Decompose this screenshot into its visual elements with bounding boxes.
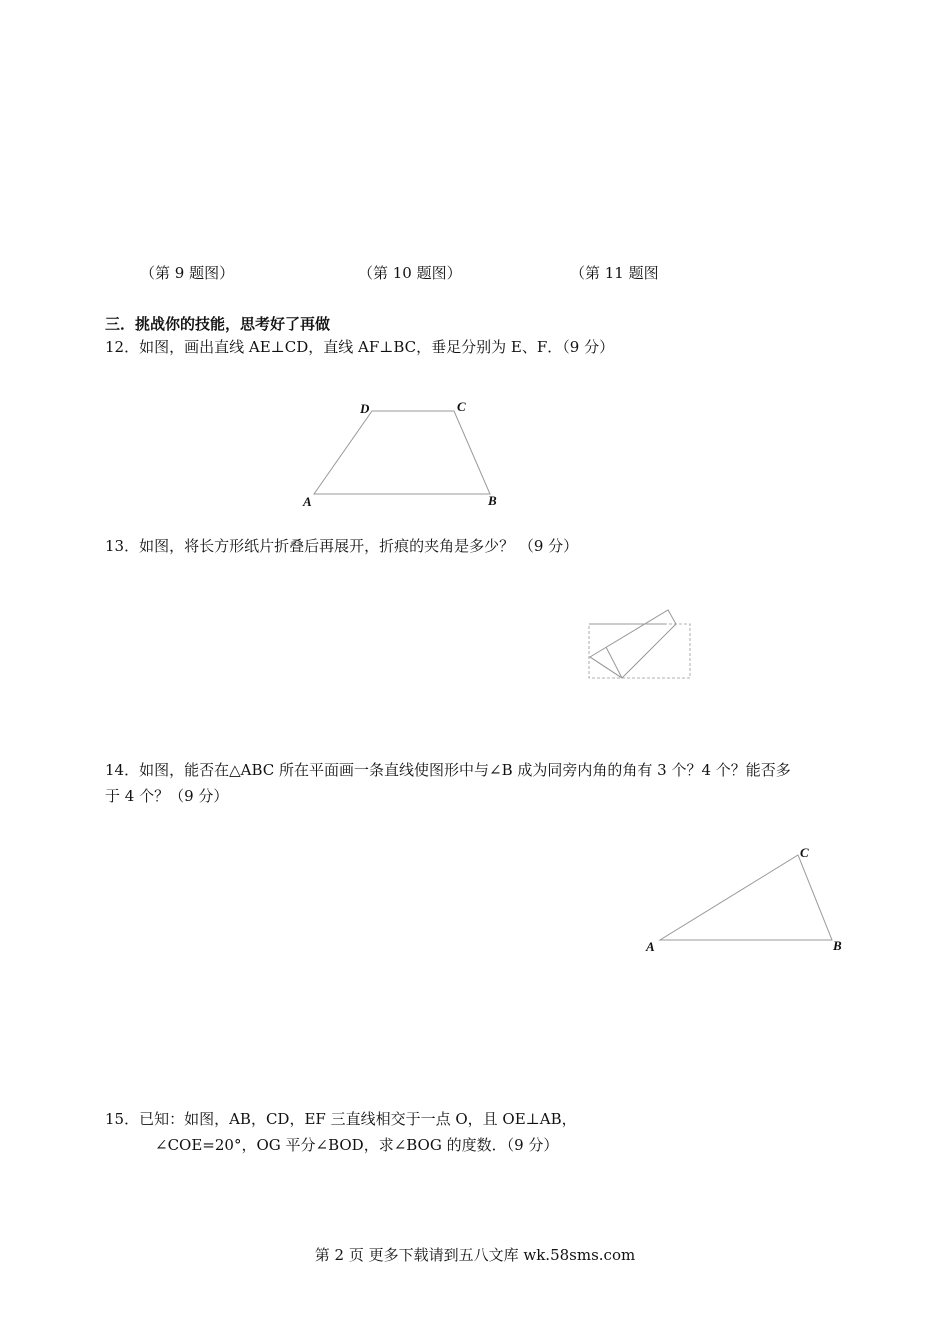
label-a: A [646, 939, 655, 954]
q13-folded-paper-figure [586, 605, 696, 685]
caption-fig-9: （第 9 题图） [140, 264, 235, 282]
question-14-line-2: 于 4 个？（9 分） [105, 787, 229, 805]
page-footer: 第 2 页 更多下载请到五八文库 wk.58sms.com [314, 1246, 636, 1264]
question-15-line-1: 15．已知：如图，AB，CD，EF 三直线相交于一点 O，且 OE⊥AB， [105, 1110, 577, 1128]
label-c: C [457, 399, 466, 414]
folded-flap [590, 610, 676, 678]
question-12-text: 12．如图，画出直线 AE⊥CD，直线 AF⊥BC，垂足分别为 E、F．（9 分） [105, 338, 615, 356]
label-b: B [833, 938, 842, 953]
fold-crease-2 [590, 657, 622, 678]
caption-fig-11: （第 11 题图 [570, 264, 659, 282]
section-3-title: 三．挑战你的技能，思考好了再做 [105, 315, 331, 333]
label-c: C [800, 845, 809, 860]
q12-trapezoid-figure [290, 395, 510, 515]
label-a: A [303, 494, 312, 509]
label-d: D [360, 401, 370, 416]
paper-rectangle [589, 624, 690, 678]
q14-triangle-figure [640, 840, 855, 960]
label-b: B [488, 493, 497, 508]
triangle-abc [660, 855, 832, 940]
question-13-text: 13．如图，将长方形纸片折叠后再展开，折痕的夹角是多少？ （9 分） [105, 537, 579, 555]
fold-crease-1 [606, 647, 622, 678]
caption-fig-10: （第 10 题图） [358, 264, 462, 282]
question-15-line-2: ∠COE=20°，OG 平分∠BOD，求∠BOG 的度数．（9 分） [155, 1136, 559, 1154]
question-14-line-1: 14．如图，能否在△ABC 所在平面画一条直线使图形中与∠B 成为同旁内角的角有 3 个？4 个？能否多 [105, 761, 791, 779]
trapezoid-abcd [314, 411, 490, 494]
